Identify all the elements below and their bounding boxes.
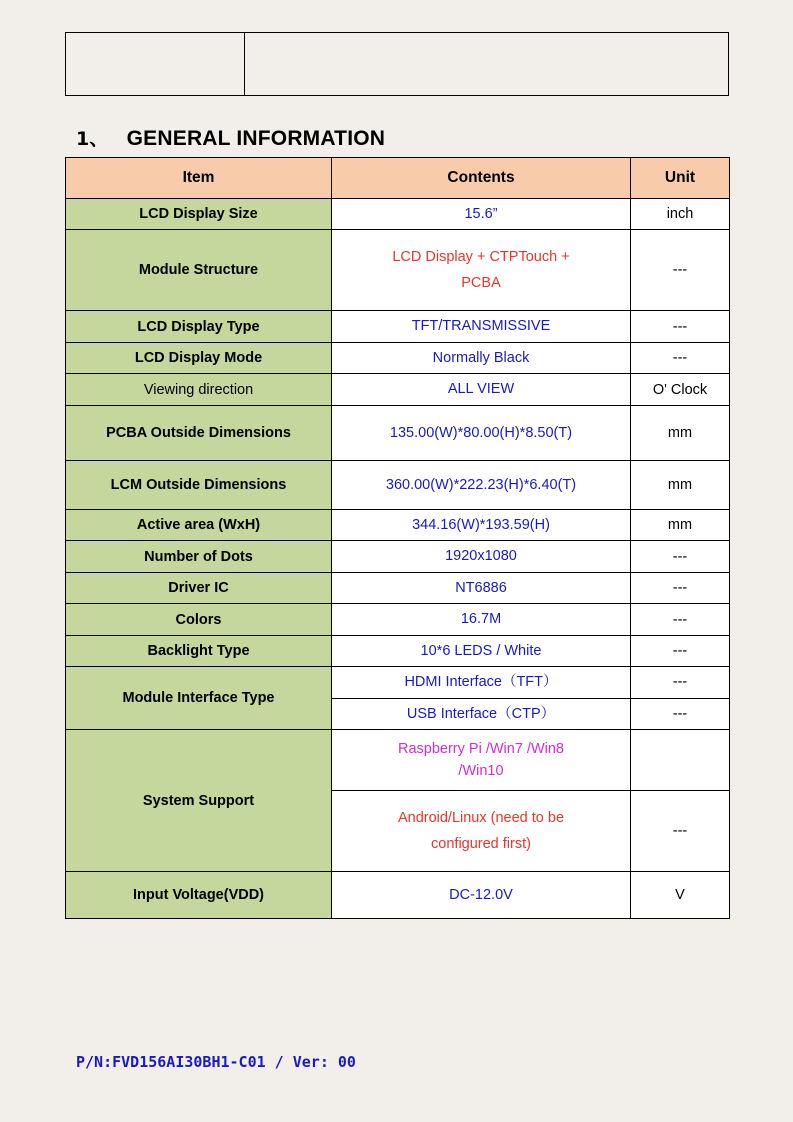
row-unit: --- [631,791,730,872]
row-contents-line: 10*6 LEDS / White [420,642,542,659]
row-contents [332,541,631,572]
row-item-label: Backlight Type [66,635,332,666]
section-title: GENERAL INFORMATION [126,127,386,150]
row-item-label: PCBA Outside Dimensions [66,405,332,460]
table-row [66,667,730,698]
row-contents-line: LCD Display + CTPTouch + [392,249,570,265]
row-item-label: LCM Outside Dimensions [66,460,332,509]
footer-part-number: P/N:FVD156AI30BH1-C01 / Ver: 00 [76,1053,356,1071]
row-contents [332,460,631,509]
column-header-unit: Unit [631,158,730,199]
table-row [66,460,730,509]
row-unit: --- [631,604,730,635]
row-unit: O' Clock [631,374,730,405]
table-row [66,199,730,230]
row-contents-line: USB Interface（CTP） [406,705,556,722]
row-contents [332,698,631,729]
header-table-cell-left [66,33,245,96]
row-item-label: Module Structure [66,230,332,311]
row-contents-line: /Win10 [458,763,504,780]
table-row [66,872,730,919]
row-contents-line: ALL VIEW [447,381,515,398]
row-contents [332,230,631,311]
column-header-item: Item [66,158,332,199]
table-row [66,342,730,373]
table-row [66,604,730,635]
row-item-label: LCD Display Size [66,199,332,230]
table-row [66,572,730,603]
section-heading [76,124,385,151]
row-contents-line: 16.7M [460,611,502,628]
row-contents-line: HDMI Interface（TFT） [404,674,558,691]
row-contents [332,405,631,460]
row-unit: inch [631,199,730,230]
row-unit: --- [631,572,730,603]
row-contents-line: configured first) [431,836,531,853]
row-contents [332,572,631,603]
row-item-label: Active area (WxH) [66,509,332,540]
row-contents [332,311,631,342]
row-item-label: System Support [66,730,332,872]
row-contents-line: DC-12.0V [449,886,513,903]
row-contents [332,342,631,373]
row-contents [332,667,631,698]
row-item-label: Colors [66,604,332,635]
row-item-label: Number of Dots [66,541,332,572]
row-contents-line: 15.6” [464,206,498,222]
general-information-table [65,157,730,919]
section-number: 1、 [76,128,109,150]
table-header-row [66,158,730,199]
row-contents [332,509,631,540]
row-contents [332,872,631,919]
row-unit: --- [631,342,730,373]
table-row [66,635,730,666]
header-table-row [66,33,729,96]
row-item-label: LCD Display Mode [66,342,332,373]
row-contents-line: Raspberry Pi /Win7 /Win8 [398,740,564,757]
row-contents-line: 135.00(W)*80.00(H)*8.50(T) [389,424,573,441]
table-row [66,730,730,791]
row-unit: mm [631,405,730,460]
table-row [66,374,730,405]
row-contents-line: NT6886 [455,579,507,596]
row-item-label: Input Voltage(VDD) [66,872,332,919]
table-row [66,311,730,342]
row-unit: --- [631,698,730,729]
row-unit: --- [631,667,730,698]
row-contents [332,374,631,405]
row-unit: --- [631,230,730,311]
column-header-contents: Contents [332,158,631,199]
row-unit [631,730,730,791]
row-item-label: Viewing direction [66,374,332,405]
row-unit: --- [631,541,730,572]
row-contents [332,791,631,872]
header-table [65,32,729,96]
table-row [66,405,730,460]
row-contents [332,199,631,230]
row-contents-line: PCBA [461,275,501,292]
row-contents-line: Android/Linux (need to be [397,809,565,826]
row-contents [332,635,631,666]
row-contents-line: 344.16(W)*193.59(H) [412,516,550,533]
row-contents-line: 1920x1080 [445,548,517,565]
row-unit: --- [631,311,730,342]
row-item-label: Module Interface Type [66,667,332,730]
row-unit: mm [631,509,730,540]
row-contents [332,604,631,635]
row-item-label: Driver IC [66,572,332,603]
row-unit: mm [631,460,730,509]
table-row [66,509,730,540]
header-table-cell-right [245,33,729,96]
row-contents-line: TFT/TRANSMISSIVE [411,318,551,335]
table-row [66,230,730,311]
row-unit: --- [631,635,730,666]
row-contents-line: Normally Black [432,349,530,366]
row-contents [332,730,631,791]
row-unit: V [631,872,730,919]
table-row [66,541,730,572]
row-contents-line: 360.00(W)*222.23(H)*6.40(T) [385,476,577,493]
row-item-label: LCD Display Type [66,311,332,342]
